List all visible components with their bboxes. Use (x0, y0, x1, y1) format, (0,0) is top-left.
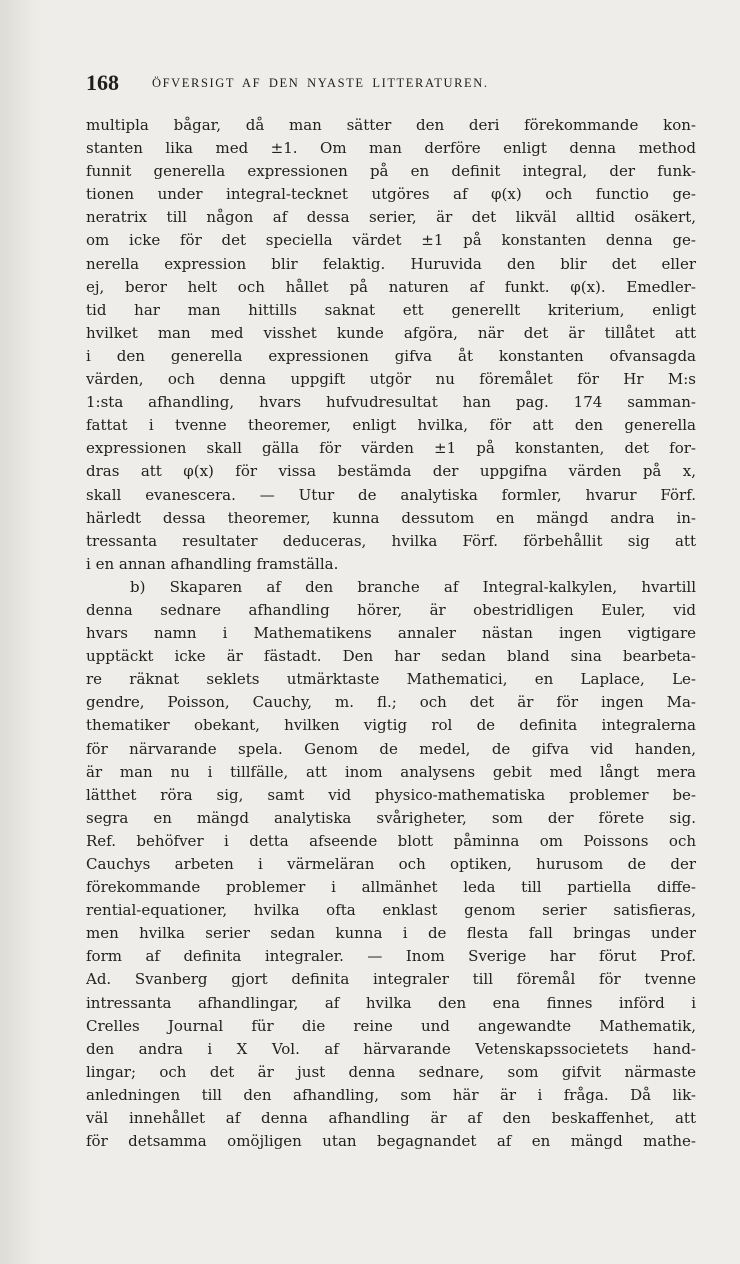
text-line: den andra i X Vol. af härvarande Vetenskapssocietets hand- (86, 1039, 696, 1058)
text-line: Cauchys arbeten i värmeläran och optiken, hurusom de der (86, 855, 696, 873)
text-line: hvilket man med visshet kunde afgöra, när det är tillåtet att (86, 323, 696, 342)
text-line: fattat i tvenne theoremer, enligt hvilka, för att den generella (86, 416, 696, 435)
text-line: nerella expression blir felaktig. Huruvida den blir det eller (86, 254, 696, 273)
text-line: intressanta afhandlingar, af hvilka den ena finnes införd i (86, 993, 696, 1012)
body-text (86, 114, 696, 1153)
text-line: väl innehållet af denna afhandling är af den beskaffenhet, att (86, 1109, 696, 1128)
text-line: tressanta resultater deduceras, hvilka Förf. förbehållit sig att (86, 531, 696, 550)
text-line: men hvilka serier sedan kunna i de flesta fall bringas under (86, 924, 696, 943)
text-line: anledningen till den afhandling, som här är i fråga. Då lik- (86, 1085, 696, 1104)
text-line: stanten lika med ±1. Om man derföre enligt denna method (86, 139, 696, 158)
text-line: tid har man hittills saknat ett generellt kriterium, enligt (86, 300, 696, 319)
text-line: värden, och denna uppgift utgör nu föremålet för Hr M:s (86, 370, 696, 389)
text-line: segra en mängd analytiska svårigheter, som der förete sig. (86, 808, 696, 827)
text-line: re räknat seklets utmärktaste Mathematici, en Laplace, Le- (86, 670, 696, 689)
running-head: ÖFVERSIGT AF DEN NYASTE LITTERATUREN. (152, 76, 489, 90)
text-line: upptäckt icke är fästadt. Den har sedan bland sina bearbeta- (86, 647, 696, 666)
text-line: skall evanescera. — Utur de analytiska formler, hvarur Förf. (86, 485, 696, 504)
text-line: multipla bågar, då man sätter den deri förekommande kon- (86, 116, 696, 134)
text-line: om icke för det speciella värdet ±1 på konstanten denna ge- (86, 231, 696, 250)
text-line: i en annan afhandling framställa. (86, 554, 339, 573)
text-line: lingar; och det är just denna sednare, som gifvit närmaste (86, 1062, 696, 1081)
text-line: lätthet röra sig, samt vid physico-mathematiska problemer be- (86, 785, 696, 804)
page-header (86, 70, 696, 96)
text-line: Ad. Svanberg gjort definita integraler till föremål för tvenne (86, 970, 696, 989)
text-line: hvars namn i Mathematikens annaler nästan ingen vigtigare (86, 624, 696, 643)
paragraph-start-line: b) Skaparen af den branche af Integral-kalkylen, hvartill (130, 577, 696, 596)
text-line: ej, beror helt och hållet på naturen af funkt. φ(x). Emedler- (86, 277, 696, 296)
text-line: form af definita integraler. — Inom Sverige har förut Prof. (86, 947, 696, 966)
text-line: gendre, Poisson, Cauchy, m. fl.; och det är för ingen Ma- (86, 693, 696, 712)
text-line: rential-equationer, hvilka ofta enklast genom serier satisfieras, (86, 901, 696, 920)
text-line: 1:sta afhandling, hvars hufvudresultat han pag. 174 samman- (86, 393, 696, 412)
text-line: dras att φ(x) för vissa bestämda der uppgifna värden på x, (86, 462, 696, 481)
text-line: Crelles Journal für die reine und angewandte Mathematik, (86, 1016, 696, 1035)
text-line: förekommande problemer i allmänhet leda till partiella diffe- (86, 878, 696, 897)
text-line: härledt dessa theoremer, kunna dessutom en mängd andra in- (86, 508, 696, 527)
text-line: expressionen skall gälla för värden ±1 på konstanten, det for- (86, 439, 696, 458)
text-line: för närvarande spela. Genom de medel, de gifva vid handen, (86, 739, 696, 758)
text-line: funnit generella expressionen på en definit integral, der funk- (86, 162, 696, 181)
text-line: tionen under integral-tecknet utgöres af φ(x) och functio ge- (86, 185, 696, 204)
text-line: neratrix till någon af dessa serier, är det likväl alltid osäkert, (86, 208, 696, 227)
text-line: denna sednare afhandling hörer, är obestridligen Euler, vid (86, 600, 696, 619)
page-number: 168 (86, 70, 119, 95)
text-line: thematiker obekant, hvilken vigtig rol de definita integralerna (86, 716, 696, 735)
text-line: för detsamma omöjligen utan begagnandet af en mängd mathe- (86, 1132, 696, 1151)
text-line: är man nu i tillfälle, att inom analysens gebit med långt mera (86, 762, 696, 781)
text-line: i den generella expressionen gifva åt konstanten ofvansagda (86, 346, 696, 365)
text-line: Ref. behöfver i detta afseende blott påminna om Poissons och (86, 831, 696, 850)
